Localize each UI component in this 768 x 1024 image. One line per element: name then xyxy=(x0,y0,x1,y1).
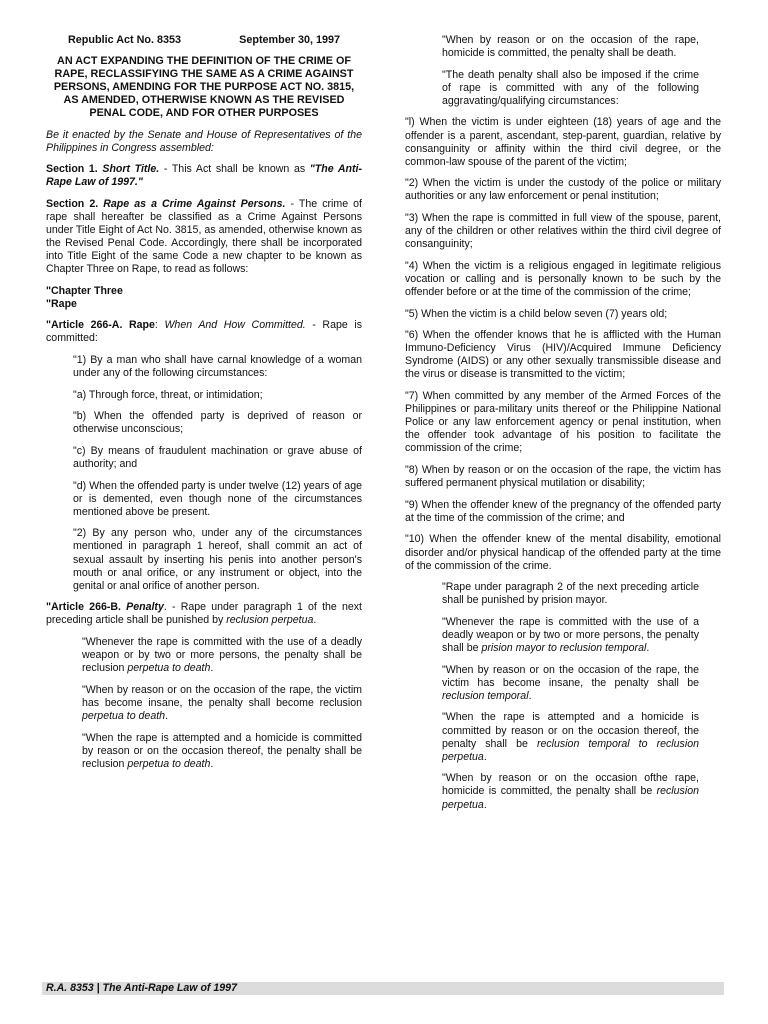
article-266a-item: "a) Through force, threat, or intimidation; xyxy=(73,388,263,401)
act-title: AN ACT EXPANDING THE DEFINITION OF THE CRIME OF RAPE, RECLASSIFYING THE SAME AS A CRIME AGAINST PERSONS, AMENDING FOR THE PURPOSE ACT NO. 3815, AS AMENDED, OTHERWISE KNOWN AS THE REVISED PENAL CODE, AND FOR OTHER PURPOSES xyxy=(53,55,355,119)
article-266b-paragraph: "When by reason or on the occasion of the rape, the victim has become insane, the penalty shall become reclusion perpetua to death. xyxy=(82,683,362,722)
article-266a-heading: "Article 266-A. Rape: When And How Committed. - Rape is committed: xyxy=(46,319,362,345)
enacting-clause: Be it enacted by the Senate and House of Representatives of the Philippines in Congress assembled: xyxy=(46,128,362,154)
article-266b-paragraph: "When the rape is attempted and a homicide is committed by reason or on the occasion thereof, the penalty shall be reclusion perpetua to death. xyxy=(82,731,362,770)
right-column xyxy=(405,34,721,820)
section-2: Section 2. Rape as a Crime Against Persons. - The crime of rape shall hereafter be classified as a Crime Against Persons under Title Eight of Act No. 3815, as amended, otherwise known as the Revised Penal Code. Accordingly, there shall be incorporated into Title Eight of the same Code a new chapter to be known as Chapter Three on Rape, to read as follows: xyxy=(46,198,362,276)
article-266a-item: "2) By any person who, under any of the circumstances mentioned in paragraph 1 hereof, shall commit an act of sexual assault by inserting his penis into another person's mouth or anal orifice, or any instrument or object, into the genital or anal orifice of another person. xyxy=(73,527,362,592)
aggravating-circumstance: "8) When by reason or on the occasion of the rape, the victim has suffered permanent physical mutilation or disability; xyxy=(405,464,721,490)
aggravating-circumstance: "7) When committed by any member of the Armed Forces of the Philippines or para-military units thereof or the Philippine National Police or any law enforcement agency or penal institution, when the offender took advantage of his position to facilitate the commission of the crime; xyxy=(405,390,721,455)
aggravating-circumstance: "3) When the rape is committed in full view of the spouse, parent, any of the children or other relatives within the third civil degree of consanguinity; xyxy=(405,212,721,251)
aggravating-circumstance: "4) When the victim is a religious engaged in legitimate religious vocation or calling and is personally known to be such by the offender before or at the time of the commission of the crime; xyxy=(405,259,721,298)
penalty-paragraph: "When by reason or on the occasion ofthe rape, homicide is committed, the penalty shall be reclusion perpetua. xyxy=(442,772,699,811)
penalty-paragraph: "When the rape is attempted and a homicide is committed by reason or on the occasion thereof, the penalty shall be reclusion temporal to reclusion perpetua. xyxy=(442,711,699,763)
penalty-paragraph: "When by reason or on the occasion of the rape, the victim has become insane, the penalty shall be reclusion temporal. xyxy=(442,663,699,702)
paragraph-2-penalty: "Rape under paragraph 2 of the next preceding article shall be punished by prision mayor. xyxy=(442,581,699,607)
article-266a-item: "1) By a man who shall have carnal knowledge of a woman under any of the following circumstances: xyxy=(73,353,362,380)
aggravating-circumstance: "2) When the victim is under the custody of the police or military authorities or any law enforcement or penal institution; xyxy=(405,177,721,203)
aggravating-circumstance: "6) When the offender knows that he is afflicted with the Human Immuno-Deficiency Virus (HIV)/Acquired Immune Deficiency Syndrome (AIDS) or any other sexually transmissible disease and the virus or disease is transmitted to the victim; xyxy=(405,329,721,381)
section-1: Section 1. Short Title. - This Act shall be known as "The Anti-Rape Law of 1997." xyxy=(46,163,363,189)
article-266a-item: "c) By means of fraudulent machination or grave abuse of authority; and xyxy=(73,444,362,470)
article-266a-item: "d) When the offended party is under twelve (12) years of age or is demented, even though none of the circumstances mentioned above be present. xyxy=(73,479,362,518)
act-date: September 30, 1997 xyxy=(239,34,340,46)
act-number: Republic Act No. 8353 xyxy=(68,34,181,46)
aggravating-circumstance: "5) When the victim is a child below seven (7) years old; xyxy=(405,307,668,320)
aggravating-circumstance: "9) When the offender knew of the pregnancy of the offended party at the time of the commission of the crime; and xyxy=(405,498,721,524)
page-footer: R.A. 8353 | The Anti-Rape Law of 1997 xyxy=(42,982,724,995)
article-266a-item: "b) When the offended party is deprived of reason or otherwise unconscious; xyxy=(73,410,362,436)
left-column xyxy=(46,34,362,779)
penalty-paragraph: "Whenever the rape is committed with the use of a deadly weapon or by two or more persons, the penalty shall be prision mayor to reclusion temporal. xyxy=(442,615,699,655)
article-266b-paragraph: "Whenever the rape is committed with the use of a deadly weapon or by two or more persons, the penalty shall be reclusion perpetua to death. xyxy=(82,636,362,675)
penalty-paragraph: "The death penalty shall also be imposed if the crime of rape is committed with any of the following aggravating/qualifying circumstances: xyxy=(442,68,699,107)
article-266b-heading: "Article 266-B. Penalty. - Rape under paragraph 1 of the next preceding article shall be punished by reclusion perpetua. xyxy=(46,601,362,627)
chapter-heading: "Chapter Three "Rape xyxy=(46,285,123,311)
document-header xyxy=(68,34,340,47)
aggravating-circumstance: "l) When the victim is under eighteen (18) years of age and the offender is a parent, ascendant, step-parent, guardian, relative by consanguinity or affinity within the third civil degree, or the common-law spouse of the parent of the victim; xyxy=(405,116,721,168)
aggravating-circumstance: "10) When the offender knew of the mental disability, emotional disorder and/or physical handicap of the offended party at the time of the commission of the crime. xyxy=(405,533,721,572)
penalty-paragraph: "When by reason or on the occasion of the rape, homicide is committed, the penalty shall be death. xyxy=(442,34,699,60)
